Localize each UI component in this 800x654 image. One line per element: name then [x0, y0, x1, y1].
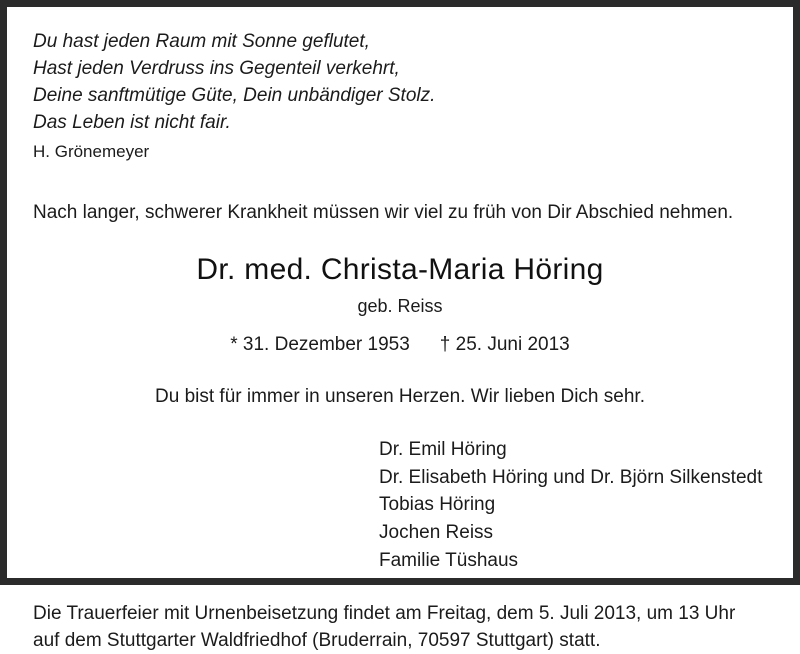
poem-block: [33, 29, 767, 164]
poem-line-4: Das Leben ist nicht fair.: [33, 111, 231, 133]
ceremony-details: [33, 601, 767, 654]
list-item: Jochen Reiss: [379, 522, 494, 544]
ceremony-line-2: auf dem Stuttgarter Waldfriedhof (Bruderrain, 70597 Stuttgart) statt.: [33, 629, 601, 651]
maiden-name: geb. Reiss: [357, 295, 443, 316]
poem-line-3: Deine sanftmütige Güte, Dein unbändiger Stolz.: [33, 84, 436, 106]
list-item: Dr. Emil Höring: [379, 438, 507, 460]
death-date: † 25. Juni 2013: [439, 333, 570, 355]
list-item: Familie Tüshaus: [379, 550, 519, 572]
intro-text: Nach langer, schwerer Krankheit müssen wir viel zu früh von Dir Abschied nehmen.: [33, 202, 734, 223]
list-item: Tobias Höring: [379, 494, 496, 516]
ceremony-line-1: Die Trauerfeier mit Urnenbeisetzung findet am Freitag, dem 5. Juli 2013, um 13 Uhr: [33, 603, 736, 625]
survivors-list: [33, 436, 767, 576]
list-item: Dr. Elisabeth Höring und Dr. Björn Silkenstedt: [379, 466, 763, 488]
farewell-text: Du bist für immer in unseren Herzen. Wir lieben Dich sehr.: [155, 385, 645, 407]
poem-line-1: Du hast jeden Raum mit Sonne geflutet,: [33, 31, 370, 52]
poem-line-2: Hast jeden Verdruss ins Gegenteil verkehrt,: [33, 57, 400, 79]
poem-author: H. Grönemeyer: [33, 141, 150, 161]
deceased-name: Dr. med. Christa-Maria Höring: [196, 252, 604, 286]
birth-date: * 31. Dezember 1953: [230, 333, 410, 355]
life-dates: [33, 334, 767, 356]
